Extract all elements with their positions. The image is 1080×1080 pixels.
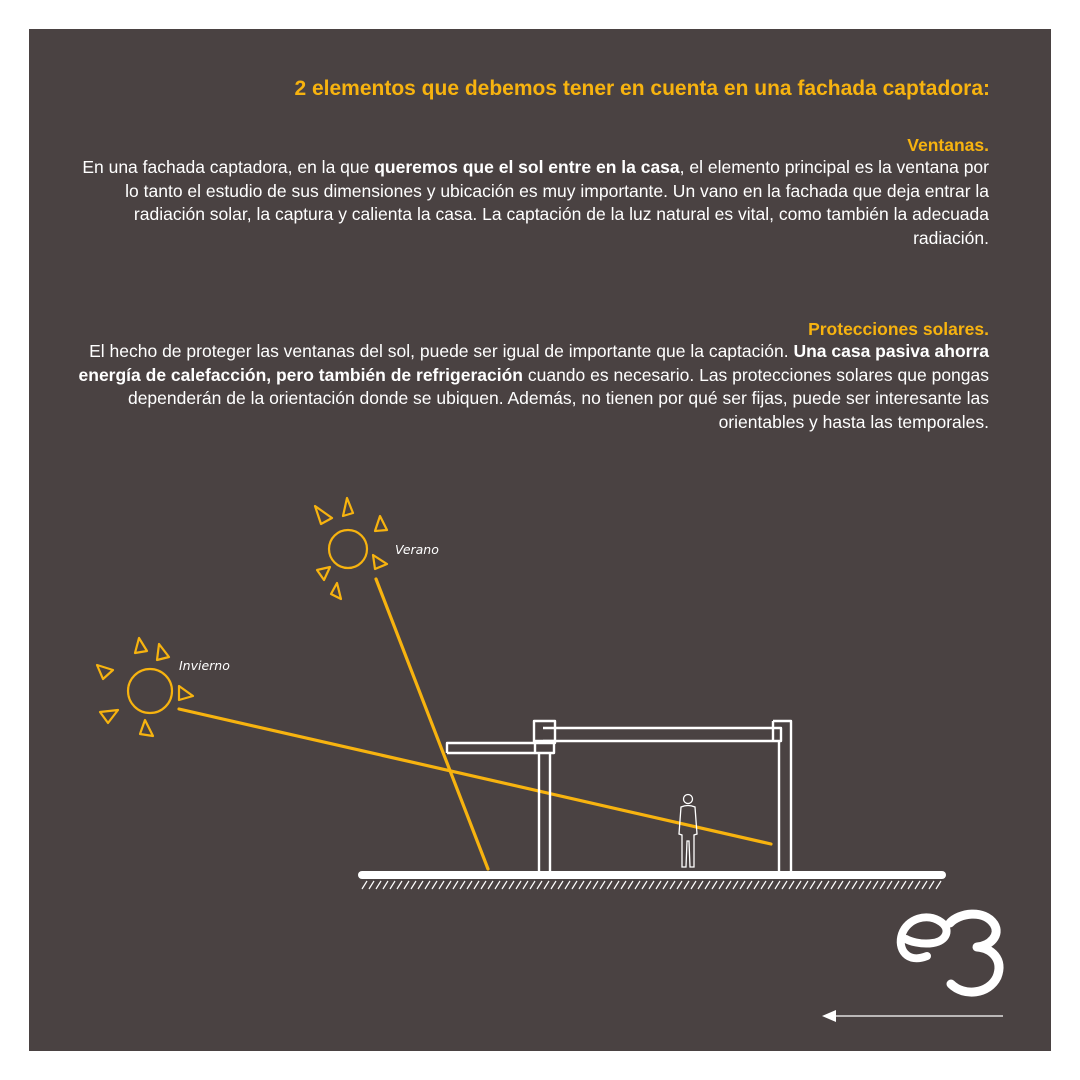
sun-summer-label: Verano: [395, 542, 439, 557]
section-heading: Protecciones solares.: [808, 319, 989, 339]
section-heading: Ventanas.: [907, 135, 989, 155]
body-text: El hecho de proteger las ventanas del sol, puede ser igual de importante que la captación.: [89, 341, 794, 361]
body-text: En una fachada captadora, en la que: [82, 157, 375, 177]
body-emphasis: Una casa pasiva ahorra energía de calefacción, pero también de refrigeración: [78, 341, 989, 385]
body-text: , el elemento principal es la ventana por lo tanto el estudio de sus dimensiones y ubicación es muy importante. Un vano en la fachada que deja entrar la radiación solar, la captura y calienta la casa. La captación de la luz natural es vital, como también la adecuada radiación.: [125, 157, 989, 248]
sun-winter-label: Invierno: [179, 658, 230, 673]
body-emphasis: queremos que el sol entre en la casa: [374, 157, 680, 177]
arrow-left-icon[interactable]: [29, 29, 1051, 1051]
main-title: 2 elementos que debemos tener en cuenta en una fachada captadora:: [294, 77, 990, 100]
body-text: cuando es necesario. Las protecciones solares que pongas dependerán de la orientación donde se ubiquen. Además, no tienen por qué ser fijas, puede ser interesante las orientables y hasta las temporales.: [127, 364, 989, 432]
infographic-panel: [29, 16, 1051, 1051]
logo-text: e3: [29, 16, 47, 33]
